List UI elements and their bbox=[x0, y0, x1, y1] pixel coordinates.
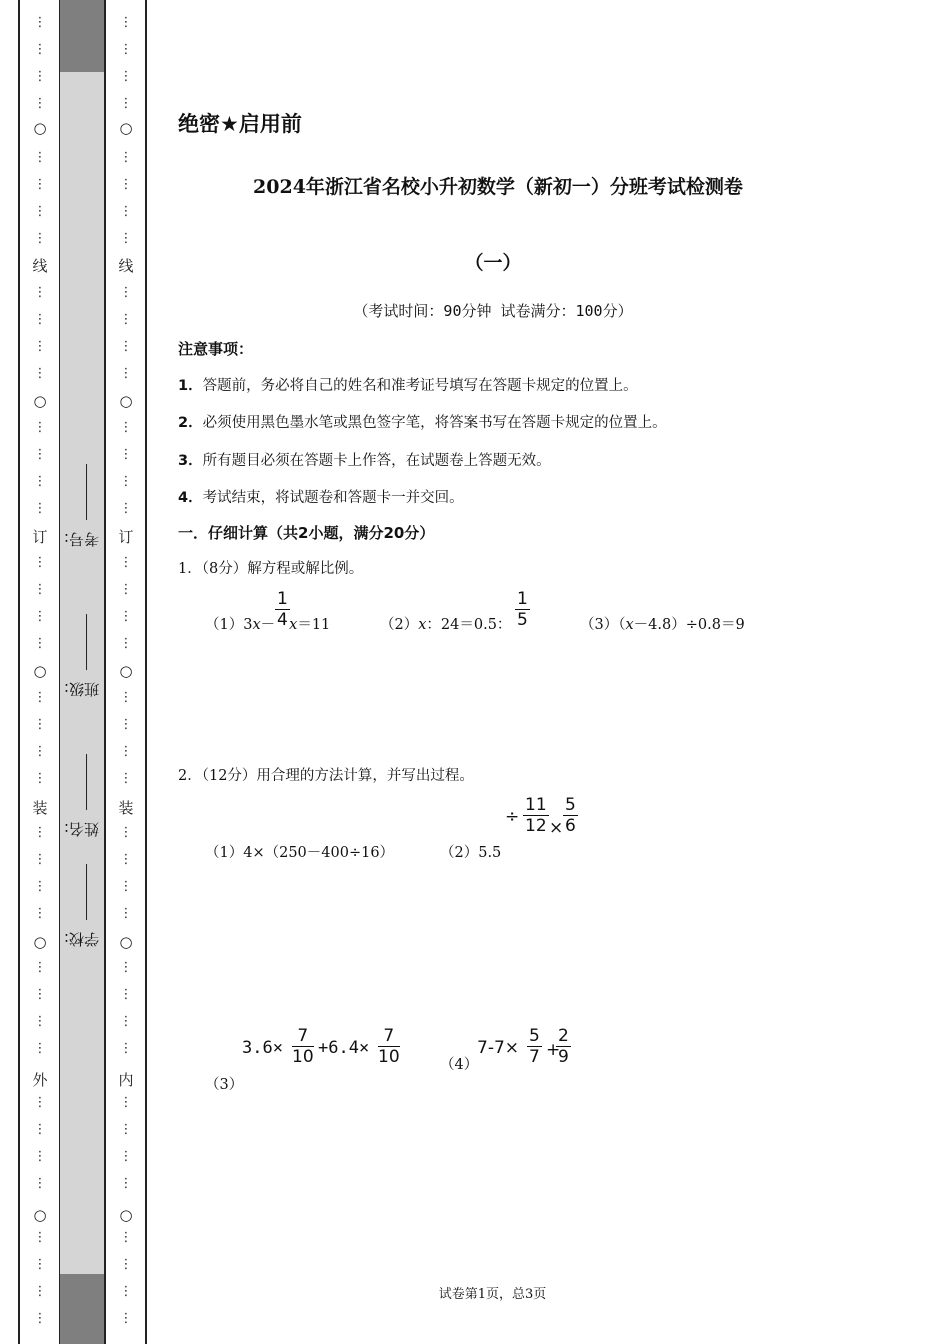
inner-dots: ⋮ bbox=[119, 366, 133, 381]
secret-mark: 绝密★启用前 bbox=[178, 112, 302, 136]
inner-dots: ⋮ bbox=[119, 96, 133, 111]
q1-part-2: （2）x：24＝0.5： bbox=[380, 617, 512, 633]
inner-dots: ⋮ bbox=[119, 285, 133, 300]
inner-dots: ⋮ bbox=[119, 312, 133, 327]
inner-zhuang-char: 装 bbox=[118, 799, 134, 817]
inner-dots: ⋮ bbox=[119, 42, 133, 57]
outer-dots: ⋮ bbox=[33, 177, 47, 192]
outer-dots: ⋮ bbox=[33, 555, 47, 570]
outer-dots: ⋮ bbox=[33, 690, 47, 705]
outer-dots: ⋮ bbox=[33, 852, 47, 867]
q2-part-4-fraction-2: 2 9 bbox=[558, 1026, 569, 1067]
binding-border-right bbox=[145, 0, 147, 1344]
note-item-2: 2．必须使用黑色墨水笔或黑色签字笔，将答案书写在答题卡规定的位置上。 bbox=[178, 415, 667, 431]
outer-dots: ⋮ bbox=[33, 1095, 47, 1110]
inner-dots: ⋮ bbox=[119, 555, 133, 570]
inner-dots: ⋮ bbox=[119, 150, 133, 165]
note-item-1: 1．答题前，务必将自己的姓名和准考证号填写在答题卡规定的位置上。 bbox=[178, 378, 638, 394]
inner-circle: ○ bbox=[119, 119, 133, 137]
inner-dots: ⋮ bbox=[119, 1095, 133, 1110]
outer-circle: ○ bbox=[33, 1206, 47, 1224]
page-title: 2024年浙江省名校小升初数学（新初一）分班考试检测卷 bbox=[253, 176, 743, 198]
outer-dots: ⋮ bbox=[33, 474, 47, 489]
notes-heading: 注意事项： bbox=[178, 340, 254, 358]
outer-dots: ⋮ bbox=[33, 204, 47, 219]
inner-dots: ⋮ bbox=[119, 1149, 133, 1164]
q2-part-2-fraction-2: 5 6 bbox=[565, 795, 576, 836]
inner-circle: ○ bbox=[119, 392, 133, 410]
inner-dots: ⋮ bbox=[119, 852, 133, 867]
note-item-3: 3．所有题目必须在答题卡上作答，在试题卷上答题无效。 bbox=[178, 453, 551, 469]
q2-part-2-divide: ÷ bbox=[505, 807, 520, 827]
outer-dots: ⋮ bbox=[33, 150, 47, 165]
outer-dots: ⋮ bbox=[33, 906, 47, 921]
page-subtitle: （一） bbox=[464, 252, 522, 274]
class-field[interactable] bbox=[58, 580, 106, 740]
outer-dots: ⋮ bbox=[33, 1257, 47, 1272]
inner-circle: ○ bbox=[119, 1206, 133, 1224]
outer-dots: ⋮ bbox=[33, 960, 47, 975]
page-footer: 试卷第1页，总3页 bbox=[438, 1287, 547, 1302]
inner-dots: ⋮ bbox=[119, 474, 133, 489]
q2-part-3-expr-a: 3.6× bbox=[242, 1038, 283, 1058]
inner-dots: ⋮ bbox=[119, 69, 133, 84]
inner-dotted-column bbox=[111, 0, 141, 1344]
inner-dots: ⋮ bbox=[119, 1284, 133, 1299]
outer-xian-char: 线 bbox=[32, 257, 48, 275]
exam-info: （考试时间：90分钟 试卷满分：100分） bbox=[353, 302, 633, 320]
inner-dots: ⋮ bbox=[119, 501, 133, 516]
inner-nei-char: 内 bbox=[118, 1071, 134, 1089]
inner-dots: ⋮ bbox=[119, 771, 133, 786]
outer-dots: ⋮ bbox=[33, 582, 47, 597]
outer-dots: ⋮ bbox=[33, 96, 47, 111]
section-1-heading: 一．仔细计算（共2小题，满分20分） bbox=[178, 524, 435, 542]
q2-part-2-label: （2）5.5 bbox=[440, 845, 502, 861]
inner-xian-char: 线 bbox=[118, 257, 134, 275]
inner-dots: ⋮ bbox=[119, 960, 133, 975]
outer-dots: ⋮ bbox=[33, 501, 47, 516]
inner-dots: ⋮ bbox=[119, 636, 133, 651]
outer-dots: ⋮ bbox=[33, 717, 47, 732]
outer-dots: ⋮ bbox=[33, 42, 47, 57]
q1-part-3: （3）（x－4.8）÷0.8＝9 bbox=[580, 617, 745, 633]
inner-dots: ⋮ bbox=[119, 1176, 133, 1191]
outer-dots: ⋮ bbox=[33, 1014, 47, 1029]
outer-dots: ⋮ bbox=[33, 1176, 47, 1191]
question-1-stem: 1．（8分）解方程或解比例。 bbox=[178, 561, 364, 577]
school-field[interactable] bbox=[58, 830, 106, 990]
outer-dots: ⋮ bbox=[33, 1041, 47, 1056]
outer-dots: ⋮ bbox=[33, 69, 47, 84]
outer-dots: ⋮ bbox=[33, 879, 47, 894]
inner-dots: ⋮ bbox=[119, 15, 133, 30]
q2-part-3-fraction-1: 7 10 bbox=[292, 1026, 314, 1067]
exam-number-label: 考号: bbox=[64, 529, 100, 548]
q2-part-3-expr-b: +6.4× bbox=[318, 1038, 370, 1058]
outer-dots: ⋮ bbox=[33, 771, 47, 786]
outer-dots: ⋮ bbox=[33, 339, 47, 354]
inner-dots: ⋮ bbox=[119, 177, 133, 192]
outer-circle: ○ bbox=[33, 392, 47, 410]
outer-circle: ○ bbox=[33, 662, 47, 680]
q1-part-2-fraction: 1 5 bbox=[517, 589, 528, 630]
outer-wai-char: 外 bbox=[32, 1071, 48, 1089]
inner-dots: ⋮ bbox=[119, 1230, 133, 1245]
outer-dots: ⋮ bbox=[33, 420, 47, 435]
inner-dots: ⋮ bbox=[119, 339, 133, 354]
outer-dots: ⋮ bbox=[33, 1149, 47, 1164]
q2-part-4-fraction-1: 5 7 bbox=[529, 1026, 540, 1067]
outer-dots: ⋮ bbox=[33, 825, 47, 840]
q2-part-3-label: （3） bbox=[205, 1077, 244, 1093]
question-2-stem: 2．（12分）用合理的方法计算，并写出过程。 bbox=[178, 768, 474, 784]
inner-dots: ⋮ bbox=[119, 1311, 133, 1326]
inner-circle: ○ bbox=[119, 662, 133, 680]
outer-circle: ○ bbox=[33, 933, 47, 951]
outer-dots: ⋮ bbox=[33, 1122, 47, 1137]
q2-part-3-fraction-2: 7 10 bbox=[378, 1026, 400, 1067]
inner-ding-char: 订 bbox=[118, 528, 134, 546]
inner-dots: ⋮ bbox=[119, 1122, 133, 1137]
class-label: 班级: bbox=[64, 679, 100, 698]
inner-dots: ⋮ bbox=[119, 987, 133, 1002]
inner-dots: ⋮ bbox=[119, 906, 133, 921]
inner-dots: ⋮ bbox=[119, 420, 133, 435]
outer-dots: ⋮ bbox=[33, 987, 47, 1002]
outer-dots: ⋮ bbox=[33, 1311, 47, 1326]
outer-circle: ○ bbox=[33, 119, 47, 137]
outer-dots: ⋮ bbox=[33, 609, 47, 624]
outer-dots: ⋮ bbox=[33, 285, 47, 300]
outer-dots: ⋮ bbox=[33, 15, 47, 30]
inner-dots: ⋮ bbox=[119, 690, 133, 705]
binding-dark-band-top bbox=[60, 0, 104, 72]
inner-dots: ⋮ bbox=[119, 1014, 133, 1029]
outer-dots: ⋮ bbox=[33, 366, 47, 381]
inner-dots: ⋮ bbox=[119, 447, 133, 462]
inner-dots: ⋮ bbox=[119, 231, 133, 246]
inner-dots: ⋮ bbox=[119, 1041, 133, 1056]
inner-dots: ⋮ bbox=[119, 204, 133, 219]
outer-dots: ⋮ bbox=[33, 636, 47, 651]
q1-part-1: （1）3x－ x＝11 bbox=[205, 617, 331, 633]
outer-dots: ⋮ bbox=[33, 1284, 47, 1299]
q2-part-2-times: × bbox=[549, 818, 564, 838]
inner-dots: ⋮ bbox=[119, 744, 133, 759]
outer-dotted-column bbox=[25, 0, 55, 1344]
q2-part-4-expr-b: + bbox=[546, 1040, 561, 1060]
name-label: 姓名: bbox=[64, 819, 100, 838]
inner-dots: ⋮ bbox=[119, 825, 133, 840]
q2-part-1: （1）4×（250－400÷16） bbox=[205, 845, 395, 861]
outer-zhuang-char: 装 bbox=[32, 799, 48, 817]
outer-ding-char: 订 bbox=[32, 528, 48, 546]
outer-dots: ⋮ bbox=[33, 744, 47, 759]
school-label: 学校: bbox=[64, 929, 100, 948]
inner-dots: ⋮ bbox=[119, 717, 133, 732]
inner-circle: ○ bbox=[119, 933, 133, 951]
q2-part-4-expr-a: 7-7× bbox=[477, 1038, 520, 1058]
inner-dots: ⋮ bbox=[119, 609, 133, 624]
inner-dots: ⋮ bbox=[119, 1257, 133, 1272]
exam-number-field[interactable] bbox=[58, 430, 106, 590]
outer-dots: ⋮ bbox=[33, 231, 47, 246]
inner-dots: ⋮ bbox=[119, 879, 133, 894]
outer-dots: ⋮ bbox=[33, 312, 47, 327]
q1-part-1-fraction: 1 4 bbox=[277, 589, 288, 630]
note-item-4: 4．考试结束，将试题卷和答题卡一并交回。 bbox=[178, 490, 464, 506]
q2-part-4-label: （4） bbox=[440, 1057, 479, 1073]
outer-dots: ⋮ bbox=[33, 1230, 47, 1245]
q2-part-2-fraction-1: 11 12 bbox=[525, 795, 547, 836]
inner-dots: ⋮ bbox=[119, 582, 133, 597]
binding-border-left bbox=[18, 0, 20, 1344]
outer-dots: ⋮ bbox=[33, 447, 47, 462]
